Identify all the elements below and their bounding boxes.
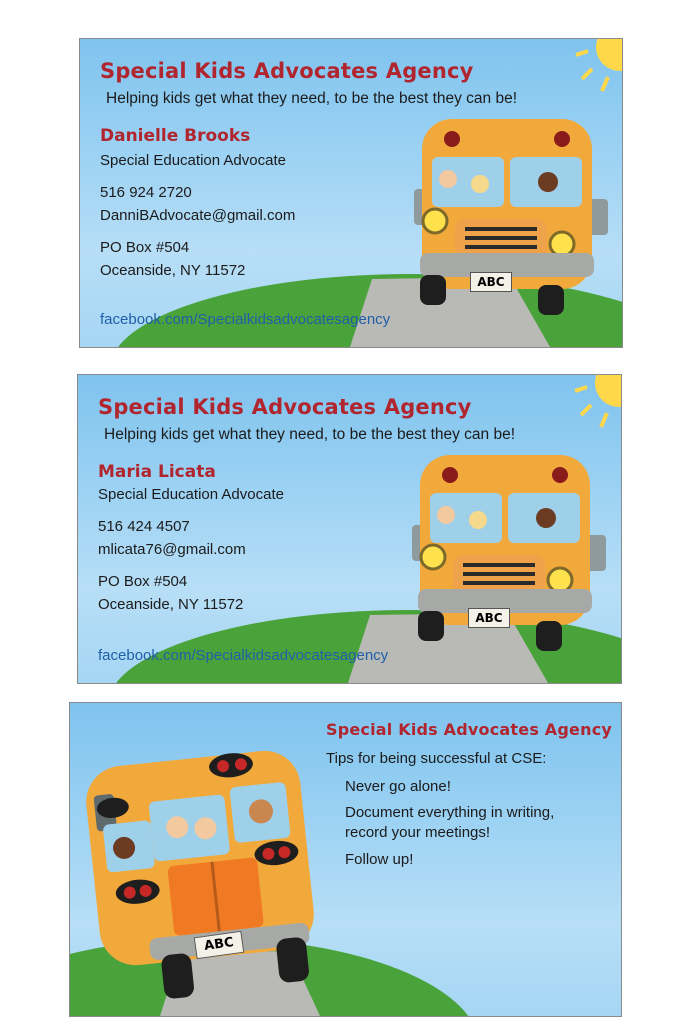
address-line-1: PO Box #504: [98, 573, 188, 590]
tip-item: record your meetings!: [345, 824, 491, 841]
license-plate: ABC: [194, 931, 245, 959]
license-plate: ABC: [468, 608, 510, 628]
agency-title: Special Kids Advocates Agency: [100, 59, 474, 83]
email-address: DanniBAdvocate@gmail.com: [100, 207, 296, 224]
person-role: Special Education Advocate: [100, 152, 286, 169]
address-line-1: PO Box #504: [100, 239, 190, 256]
facebook-link[interactable]: facebook.com/Specialkidsadvocatesagency: [100, 311, 391, 328]
business-card-front-1: [79, 38, 623, 348]
person-name: Danielle Brooks: [100, 126, 251, 146]
tips-heading: Tips for being successful at CSE:: [326, 750, 547, 767]
address-line-2: Oceanside, NY 11572: [100, 262, 246, 279]
business-card-back: [69, 702, 622, 1017]
agency-title: Special Kids Advocates Agency: [326, 720, 613, 739]
facebook-link[interactable]: facebook.com/Specialkidsadvocatesagency: [98, 647, 389, 664]
person-role: Special Education Advocate: [98, 486, 284, 503]
license-plate: ABC: [470, 272, 512, 292]
tip-item: Follow up!: [345, 851, 414, 868]
person-name: Maria Licata: [98, 462, 216, 482]
tip-item: Never go alone!: [345, 778, 451, 795]
agency-title: Special Kids Advocates Agency: [98, 395, 472, 419]
tip-item: Document everything in writing,: [345, 804, 555, 821]
tagline: Helping kids get what they need, to be the best they can be!: [106, 90, 518, 107]
address-line-2: Oceanside, NY 11572: [98, 596, 244, 613]
phone-number: 516 924 2720: [100, 184, 192, 201]
sun-icon: [595, 375, 621, 407]
sun-icon: [596, 39, 622, 71]
tagline: Helping kids get what they need, to be the best they can be!: [104, 426, 516, 443]
phone-number: 516 424 4507: [98, 518, 190, 535]
email-address: mlicata76@gmail.com: [98, 541, 246, 558]
business-card-front-2: [77, 374, 622, 684]
